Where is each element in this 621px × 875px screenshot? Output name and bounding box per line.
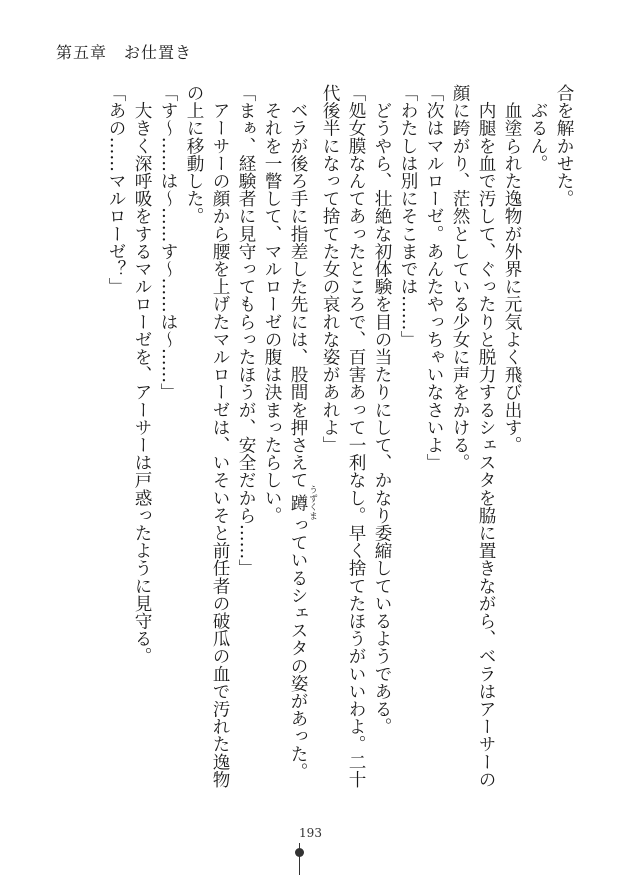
text-line: 内腿を血で汚して、ぐったりと脱力するシェスタを脇に置きながら、ベラはアーサーの	[476, 84, 496, 788]
ruby-reading: うずくま	[307, 484, 317, 521]
chapter-title: 第五章 お仕置き	[56, 43, 193, 62]
text-line: 顔に跨がり、茫然としている少女に声をかける。	[450, 84, 470, 472]
text-line: 「次はマルローゼ。あんたやっちゃいなさいよ」	[424, 84, 444, 472]
text-line: どうやら、壮絶な初体験を目の当たりにして、かなり委縮しているようである。	[372, 84, 392, 736]
text-line: それを一瞥して、マルローゼの腹は決まったらしい。	[262, 84, 282, 524]
text-line: 合を解かせた。	[554, 84, 574, 208]
text-line: 「処女膜なんてあったところで、百害あって一利なし。早く捨てたほうがいいわよ。二十	[346, 84, 366, 788]
text-line: 血塗られた逸物が外界に元気よく飛び出す。	[502, 84, 522, 454]
text-line-with-ruby	[285, 84, 317, 784]
ruby-base: 蹲	[288, 484, 308, 521]
body-text	[103, 84, 577, 788]
text-before-ruby: ベラが後ろ手に指差した先には、股間を押さえて	[288, 84, 308, 489]
text-line: 「わたしは別にそこまでは……」	[398, 84, 418, 348]
text-line: 「あの……マルローゼ？」	[106, 84, 126, 296]
text-after-ruby: っているシェスタの姿があった。	[288, 516, 308, 781]
page-number: 193	[299, 826, 322, 840]
text-line: 大きく深呼吸をするマルローゼを、アーサーは戸惑ったように見守る。	[132, 84, 152, 665]
ruby-word	[288, 484, 317, 521]
text-line: ぶるん。	[528, 84, 548, 172]
text-line: 「まぁ、経験者に見守ってもらったほうが、安全だから……」	[236, 84, 256, 577]
text-line: 代後半になって捨てた女の哀れな姿があれよ」	[320, 84, 340, 454]
text-line: の上に移動した。	[184, 84, 204, 225]
text-line: アーサーの顔から腰を上げたマルローゼは、いそいそと前任者の破瓜の血で汚れた逸物	[210, 84, 230, 788]
text-line: 「す〜……は〜……す〜……は〜……」	[158, 84, 178, 401]
page-marker-dot	[295, 848, 304, 857]
